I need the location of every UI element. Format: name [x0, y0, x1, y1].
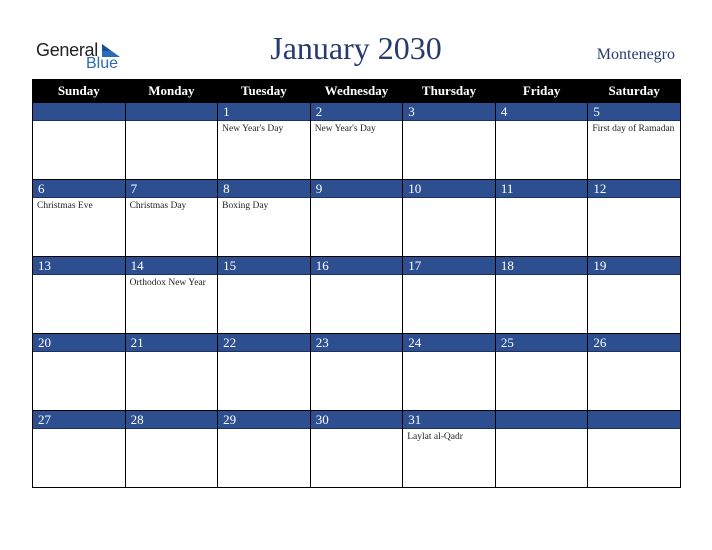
day-number: 20 [33, 334, 125, 352]
day-cell [125, 257, 218, 334]
day-cell [33, 411, 126, 488]
day-number: 3 [403, 103, 495, 121]
day-number: 22 [218, 334, 310, 352]
day-number: 16 [311, 257, 403, 275]
day-number: 29 [218, 411, 310, 429]
day-cell [125, 180, 218, 257]
day-cell [310, 103, 403, 180]
holiday-label [311, 275, 403, 277]
holiday-label: New Year's Day [314, 124, 376, 134]
week-row [33, 103, 681, 180]
day-cell [403, 334, 496, 411]
weekday-header: Monday [125, 80, 218, 103]
week-row [33, 257, 681, 334]
week-row [33, 411, 681, 488]
day-number: 9 [311, 180, 403, 198]
day-number: 13 [33, 257, 125, 275]
week-row [33, 334, 681, 411]
holiday-label [403, 121, 495, 123]
day-number: 10 [403, 180, 495, 198]
day-number: 19 [588, 257, 680, 275]
day-cell [125, 334, 218, 411]
day-number: 2 [311, 103, 403, 121]
day-number: 28 [126, 411, 218, 429]
day-number: 1 [218, 103, 310, 121]
day-number: 27 [33, 411, 125, 429]
day-number: 6 [33, 180, 125, 198]
day-cell [310, 180, 403, 257]
holiday-label [588, 429, 680, 431]
holiday-label [33, 121, 125, 123]
holiday-label [218, 352, 310, 354]
country-label: Montenegro [596, 46, 675, 63]
day-number: 11 [496, 180, 588, 198]
holiday-label: Laylat al-Qadr [407, 432, 463, 442]
day-number: 7 [126, 180, 218, 198]
day-cell [403, 411, 496, 488]
holiday-label [496, 198, 588, 200]
holiday-label [33, 429, 125, 431]
logo-word-general: General [36, 40, 98, 60]
holiday-label [218, 275, 310, 277]
calendar-grid [32, 79, 681, 488]
day-cell [403, 180, 496, 257]
holiday-label [588, 352, 680, 354]
day-cell [495, 257, 588, 334]
holiday-label [403, 275, 495, 277]
day-number: 5 [588, 103, 680, 121]
weekday-header: Thursday [403, 80, 496, 103]
day-cell [403, 103, 496, 180]
day-number: 15 [218, 257, 310, 275]
holiday-label [218, 429, 310, 431]
day-cell [218, 180, 311, 257]
day-number: 12 [588, 180, 680, 198]
holiday-label: First day of Ramadan [592, 124, 675, 134]
holiday-label [126, 121, 218, 123]
day-cell [33, 257, 126, 334]
day-cell [125, 411, 218, 488]
day-cell [33, 334, 126, 411]
day-cell [33, 180, 126, 257]
day-cell [588, 411, 681, 488]
holiday-label [496, 429, 588, 431]
day-number [588, 411, 680, 429]
day-number: 31 [403, 411, 495, 429]
day-number: 30 [311, 411, 403, 429]
holiday-label [496, 275, 588, 277]
weekday-header: Friday [495, 80, 588, 103]
day-cell [218, 334, 311, 411]
holiday-label [33, 352, 125, 354]
holiday-label [588, 275, 680, 277]
holiday-label: Christmas Day [129, 201, 187, 211]
holiday-label [496, 121, 588, 123]
day-number: 26 [588, 334, 680, 352]
holiday-label: Boxing Day [222, 201, 269, 211]
holiday-label [403, 352, 495, 354]
holiday-label [496, 352, 588, 354]
day-cell [125, 103, 218, 180]
day-number: 18 [496, 257, 588, 275]
holiday-label [33, 275, 125, 277]
day-number [33, 103, 125, 121]
day-cell [310, 411, 403, 488]
holiday-label [311, 352, 403, 354]
day-cell [588, 334, 681, 411]
weekday-header: Saturday [588, 80, 681, 103]
day-number [496, 411, 588, 429]
holiday-label: New Year's Day [222, 124, 284, 134]
day-cell [588, 180, 681, 257]
page-title: January 2030 [270, 30, 442, 66]
day-number: 14 [126, 257, 218, 275]
day-number [126, 103, 218, 121]
day-number: 23 [311, 334, 403, 352]
day-cell [403, 257, 496, 334]
day-cell [495, 334, 588, 411]
day-cell [218, 103, 311, 180]
weekday-header: Sunday [33, 80, 126, 103]
weekday-header: Wednesday [310, 80, 403, 103]
day-number: 24 [403, 334, 495, 352]
day-cell [588, 257, 681, 334]
holiday-label [403, 198, 495, 200]
day-cell [218, 411, 311, 488]
day-number: 8 [218, 180, 310, 198]
day-number: 25 [496, 334, 588, 352]
day-number: 17 [403, 257, 495, 275]
logo-word-blue: Blue [86, 55, 119, 72]
day-number: 4 [496, 103, 588, 121]
weekday-header-row [33, 80, 681, 103]
weekday-header: Tuesday [218, 80, 311, 103]
holiday-label [126, 352, 218, 354]
day-cell [310, 257, 403, 334]
holiday-label [311, 198, 403, 200]
day-cell [495, 180, 588, 257]
holiday-label: Christmas Eve [37, 201, 93, 211]
day-cell [310, 334, 403, 411]
day-cell [495, 103, 588, 180]
day-cell [33, 103, 126, 180]
holiday-label [311, 429, 403, 431]
holiday-label: Orthodox New Year [129, 278, 206, 288]
day-cell [588, 103, 681, 180]
day-number: 21 [126, 334, 218, 352]
week-row [33, 180, 681, 257]
day-cell [218, 257, 311, 334]
holiday-label [588, 198, 680, 200]
day-cell [495, 411, 588, 488]
holiday-label [126, 429, 218, 431]
